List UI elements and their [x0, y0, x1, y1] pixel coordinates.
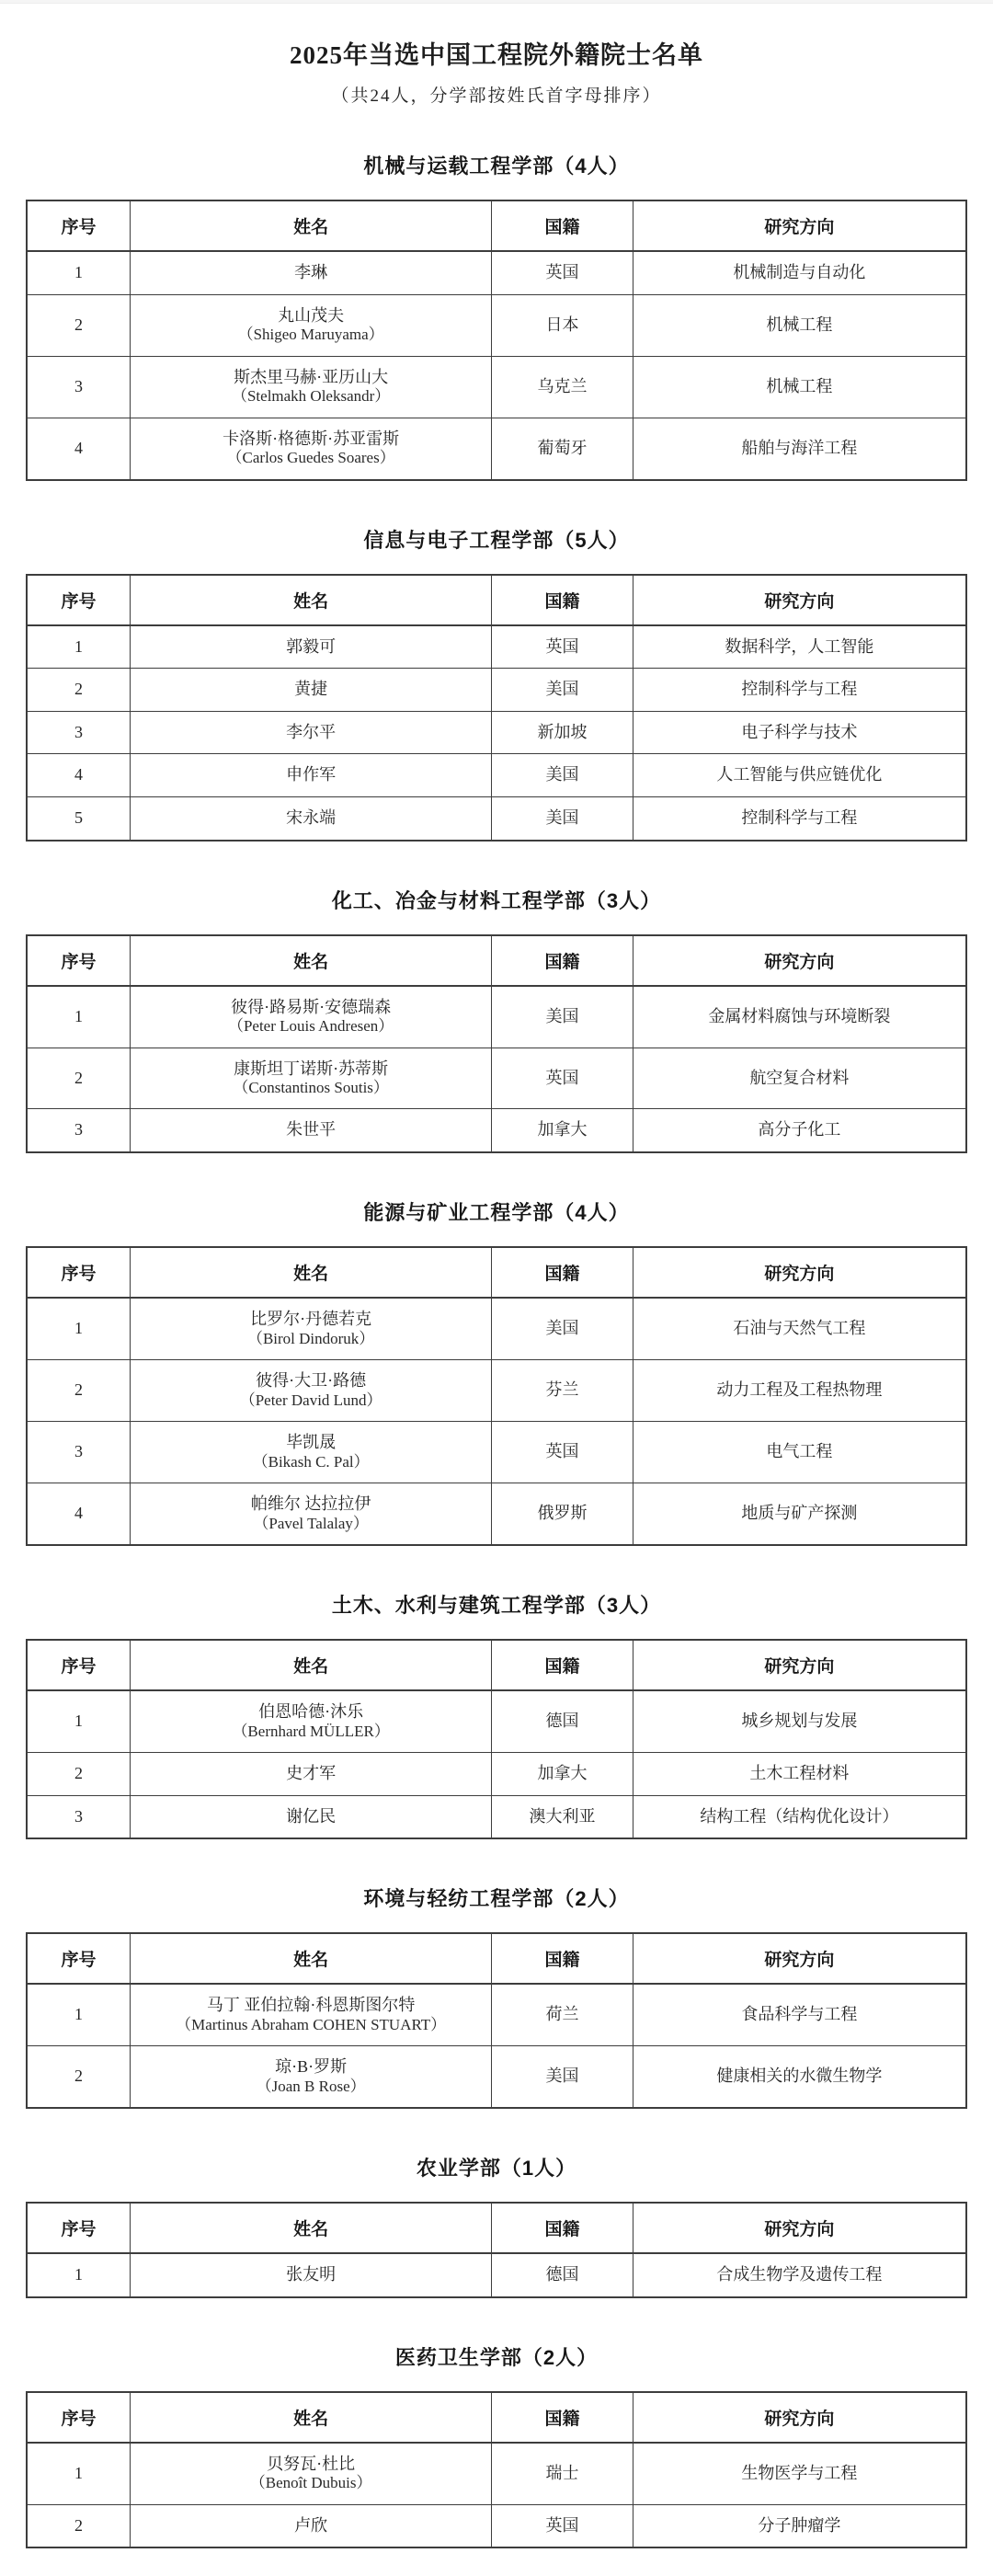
name-chinese: 卡洛斯·格德斯·苏亚雷斯 [223, 429, 400, 448]
cell-name [130, 986, 491, 1048]
name-chinese: 丸山茂夫 [278, 305, 345, 325]
column-header-nationality: 国籍 [492, 1933, 633, 1984]
cell-name [130, 754, 491, 797]
column-header-serial: 序号 [27, 1247, 130, 1298]
table-row [27, 754, 966, 797]
column-header-name: 姓名 [130, 200, 491, 251]
cell-name [130, 2253, 491, 2297]
cell-nationality: 美国 [492, 754, 633, 797]
name-english: （Carlos Guedes Soares） [226, 449, 395, 467]
name-chinese: 宋永端 [286, 807, 337, 827]
cell-name [130, 356, 491, 418]
top-strip [0, 0, 993, 4]
cell-serial: 1 [27, 2443, 130, 2504]
department-section [0, 1197, 993, 1546]
cell-research-field: 城乡规划与发展 [633, 1690, 966, 1752]
cell-nationality: 英国 [492, 251, 633, 294]
section-heading: 化工、冶金与材料工程学部（3人） [331, 888, 662, 912]
column-header-research-field: 研究方向 [633, 575, 966, 625]
cell-nationality: 美国 [492, 796, 633, 840]
cell-name [130, 1422, 491, 1483]
name-chinese: 卢欣 [294, 2515, 328, 2535]
column-header-research-field: 研究方向 [633, 1247, 966, 1298]
cell-serial: 1 [27, 2253, 130, 2297]
name-english: （Birol Dindoruk） [246, 1329, 375, 1347]
roster-table [26, 2391, 967, 2549]
table-row [27, 796, 966, 840]
cell-serial: 3 [27, 1109, 130, 1152]
column-header-name: 姓名 [130, 1640, 491, 1690]
name-chinese: 马丁 亚伯拉翰·科恩斯图尔特 [206, 1996, 416, 2015]
cell-research-field: 航空复合材料 [633, 1048, 966, 1109]
column-header-name: 姓名 [130, 575, 491, 625]
column-header-nationality: 国籍 [492, 1640, 633, 1690]
cell-serial: 1 [27, 1984, 130, 2045]
cell-research-field: 电子科学与技术 [633, 711, 966, 754]
cell-serial: 1 [27, 251, 130, 294]
table-header-row [27, 1247, 966, 1298]
table-row [27, 2443, 966, 2504]
name-chinese: 李琳 [294, 263, 328, 281]
cell-nationality: 德国 [492, 1690, 633, 1752]
cell-name [130, 796, 491, 840]
table-row [27, 1422, 966, 1483]
name-english: （Benoît Dubuis） [249, 2474, 372, 2492]
column-header-nationality: 国籍 [492, 2392, 633, 2443]
cell-nationality: 荷兰 [492, 1984, 633, 2045]
cell-name [130, 1298, 491, 1359]
name-chinese: 申作军 [286, 765, 337, 784]
sections-container [0, 151, 993, 2548]
cell-serial: 4 [27, 418, 130, 479]
name-chinese: 郭毅可 [286, 636, 337, 656]
section-heading: 机械与运载工程学部（4人） [363, 155, 630, 177]
cell-research-field: 生物医学与工程 [633, 2443, 966, 2504]
name-english: （Martinus Abraham COHEN STUART） [176, 2015, 447, 2033]
cell-serial: 4 [27, 754, 130, 797]
cell-research-field: 健康相关的水微生物学 [633, 2046, 966, 2108]
department-section [0, 151, 993, 481]
cell-nationality: 乌克兰 [492, 356, 633, 418]
name-english: （Constantinos Soutis） [233, 1079, 389, 1097]
cell-serial: 2 [27, 1753, 130, 1796]
cell-name [130, 669, 491, 712]
cell-serial: 2 [27, 1360, 130, 1422]
name-english: （Joan B Rose） [256, 2077, 366, 2095]
name-chinese: 毕凯晟 [286, 1433, 337, 1452]
cell-serial: 3 [27, 356, 130, 418]
cell-serial: 3 [27, 1795, 130, 1838]
cell-research-field: 石油与天然气工程 [633, 1298, 966, 1359]
column-header-serial: 序号 [27, 575, 130, 625]
column-header-serial: 序号 [27, 1640, 130, 1690]
cell-serial: 3 [27, 1422, 130, 1483]
table-header-row [27, 575, 966, 625]
cell-nationality: 俄罗斯 [492, 1483, 633, 1545]
name-chinese: 张友明 [286, 2265, 337, 2284]
cell-serial: 3 [27, 711, 130, 754]
cell-serial: 1 [27, 625, 130, 669]
table-row [27, 669, 966, 712]
name-chinese: 比罗尔·丹德若克 [250, 1310, 372, 1329]
table-row [27, 1690, 966, 1752]
cell-nationality: 瑞士 [492, 2443, 633, 2504]
name-chinese: 李尔平 [286, 722, 337, 741]
cell-research-field: 分子肿瘤学 [633, 2504, 966, 2547]
cell-serial: 2 [27, 2046, 130, 2108]
name-chinese: 贝努瓦·杜比 [267, 2454, 356, 2473]
cell-nationality: 葡萄牙 [492, 418, 633, 479]
cell-research-field: 船舶与海洋工程 [633, 418, 966, 479]
cell-serial: 1 [27, 1690, 130, 1752]
column-header-serial: 序号 [27, 2392, 130, 2443]
column-header-research-field: 研究方向 [633, 1640, 966, 1690]
roster-table [26, 1932, 967, 2109]
table-row [27, 1753, 966, 1796]
column-header-research-field: 研究方向 [633, 1933, 966, 1984]
column-header-nationality: 国籍 [492, 200, 633, 251]
section-heading: 医药卫生学部（2人） [394, 2345, 599, 2369]
department-section [0, 1590, 993, 1839]
cell-research-field: 高分子化工 [633, 1109, 966, 1152]
column-header-name: 姓名 [130, 935, 491, 986]
department-section [0, 525, 993, 841]
cell-name [130, 1360, 491, 1422]
cell-nationality: 日本 [492, 294, 633, 356]
table-row [27, 251, 966, 294]
name-chinese: 彼得·路易斯·安德瑞森 [231, 997, 392, 1016]
cell-name [130, 251, 491, 294]
column-header-nationality: 国籍 [492, 935, 633, 986]
name-chinese: 谢亿民 [286, 1806, 337, 1826]
cell-nationality: 英国 [492, 625, 633, 669]
cell-name [130, 1753, 491, 1796]
table-row [27, 1109, 966, 1152]
cell-name [130, 2046, 491, 2108]
roster-table [26, 200, 967, 481]
name-english: （Bikash C. Pal） [252, 1452, 370, 1471]
table-header-row [27, 935, 966, 986]
table-row [27, 711, 966, 754]
cell-name [130, 418, 491, 479]
cell-research-field: 合成生物学及遗传工程 [633, 2253, 966, 2297]
cell-nationality: 加拿大 [492, 1753, 633, 1796]
cell-research-field: 控制科学与工程 [633, 796, 966, 840]
column-header-name: 姓名 [130, 1933, 491, 1984]
name-chinese: 彼得·大卫·路德 [256, 1371, 367, 1391]
section-heading: 环境与轻纺工程学部（2人） [363, 1887, 630, 1911]
cell-nationality: 美国 [492, 986, 633, 1048]
cell-nationality: 美国 [492, 669, 633, 712]
table-row [27, 1298, 966, 1359]
table-row [27, 294, 966, 356]
table-header-row [27, 200, 966, 251]
cell-nationality: 德国 [492, 2253, 633, 2297]
column-header-name: 姓名 [130, 2392, 491, 2443]
cell-serial: 2 [27, 1048, 130, 1109]
table-row [27, 356, 966, 418]
cell-serial: 2 [27, 669, 130, 712]
cell-name [130, 711, 491, 754]
cell-name [130, 1690, 491, 1752]
cell-name [130, 1795, 491, 1838]
column-header-nationality: 国籍 [492, 2203, 633, 2253]
column-header-research-field: 研究方向 [633, 935, 966, 986]
cell-research-field: 机械制造与自动化 [633, 251, 966, 294]
cell-research-field: 动力工程及工程热物理 [633, 1360, 966, 1422]
name-english: （Peter David Lund） [239, 1391, 382, 1409]
page-subtitle: （共24人，分学部按姓氏首字母排序） [331, 86, 662, 106]
cell-nationality: 新加坡 [492, 711, 633, 754]
page-title: 2025年当选中国工程院外籍院士名单 [290, 41, 703, 69]
cell-nationality: 英国 [492, 2504, 633, 2547]
table-row [27, 2046, 966, 2108]
roster-table [26, 1639, 967, 1839]
name-chinese: 史才军 [286, 1764, 337, 1782]
column-header-name: 姓名 [130, 2203, 491, 2253]
name-english: （Peter Louis Andresen） [227, 1017, 394, 1036]
department-section [0, 1883, 993, 2109]
table-header-row [27, 1933, 966, 1984]
cell-research-field: 人工智能与供应链优化 [633, 754, 966, 797]
table-header-row [27, 1640, 966, 1690]
column-header-serial: 序号 [27, 2203, 130, 2253]
cell-nationality: 澳大利亚 [492, 1795, 633, 1838]
name-chinese: 伯恩哈德·沐乐 [258, 1702, 364, 1722]
cell-name [130, 294, 491, 356]
column-header-research-field: 研究方向 [633, 200, 966, 251]
name-english: （Stelmakh Oleksandr） [231, 387, 391, 406]
column-header-nationality: 国籍 [492, 575, 633, 625]
table-header-row [27, 2392, 966, 2443]
cell-name [130, 1984, 491, 2045]
column-header-serial: 序号 [27, 200, 130, 251]
roster-table [26, 1246, 967, 1546]
table-row [27, 986, 966, 1048]
cell-nationality: 美国 [492, 2046, 633, 2108]
cell-name [130, 2504, 491, 2547]
name-english: （Pavel Talalay） [253, 1514, 369, 1532]
cell-research-field: 机械工程 [633, 356, 966, 418]
name-english: （Bernhard MÜLLER） [232, 1722, 390, 1740]
name-chinese: 朱世平 [286, 1120, 337, 1139]
table-row [27, 1795, 966, 1838]
cell-serial: 2 [27, 294, 130, 356]
cell-name [130, 2443, 491, 2504]
cell-name [130, 625, 491, 669]
department-section [0, 886, 993, 1154]
department-section [0, 2153, 993, 2298]
name-chinese: 琼·B·罗斯 [275, 2057, 348, 2077]
name-english: （Shigeo Maruyama） [237, 326, 384, 344]
roster-table [26, 934, 967, 1154]
column-header-serial: 序号 [27, 1933, 130, 1984]
cell-research-field: 控制科学与工程 [633, 669, 966, 712]
cell-serial: 5 [27, 796, 130, 840]
cell-name [130, 1048, 491, 1109]
table-row [27, 1048, 966, 1109]
name-chinese: 帕维尔 达拉拉伊 [250, 1494, 371, 1514]
cell-nationality: 芬兰 [492, 1360, 633, 1422]
table-row [27, 1360, 966, 1422]
name-chinese: 黄捷 [294, 680, 328, 699]
cell-nationality: 加拿大 [492, 1109, 633, 1152]
cell-research-field: 食品科学与工程 [633, 1984, 966, 2045]
table-row [27, 418, 966, 479]
column-header-serial: 序号 [27, 935, 130, 986]
section-heading: 土木、水利与建筑工程学部（3人） [331, 1594, 662, 1618]
cell-serial: 1 [27, 1298, 130, 1359]
department-section [0, 2342, 993, 2549]
cell-serial: 4 [27, 1483, 130, 1545]
table-header-row [27, 2203, 966, 2253]
cell-nationality: 美国 [492, 1298, 633, 1359]
cell-nationality: 英国 [492, 1048, 633, 1109]
section-heading: 信息与电子工程学部（5人） [363, 528, 630, 552]
cell-research-field: 电气工程 [633, 1422, 966, 1483]
column-header-research-field: 研究方向 [633, 2392, 966, 2443]
section-heading: 农业学部（1人） [416, 2157, 577, 2181]
cell-research-field: 金属材料腐蚀与环境断裂 [633, 986, 966, 1048]
cell-research-field: 机械工程 [633, 294, 966, 356]
cell-name [130, 1483, 491, 1545]
column-header-research-field: 研究方向 [633, 2203, 966, 2253]
cell-serial: 1 [27, 986, 130, 1048]
cell-serial: 2 [27, 2504, 130, 2547]
roster-table [26, 2202, 967, 2298]
name-chinese: 康斯坦丁诺斯·苏蒂斯 [234, 1059, 389, 1078]
cell-name [130, 1109, 491, 1152]
table-row [27, 2504, 966, 2547]
section-heading: 能源与矿业工程学部（4人） [363, 1201, 630, 1225]
table-row [27, 1984, 966, 2045]
cell-nationality: 英国 [492, 1422, 633, 1483]
cell-research-field: 数据科学，人工智能 [633, 625, 966, 669]
table-row [27, 625, 966, 669]
column-header-nationality: 国籍 [492, 1247, 633, 1298]
cell-research-field: 土木工程材料 [633, 1753, 966, 1796]
cell-research-field: 结构工程（结构优化设计） [633, 1795, 966, 1838]
cell-research-field: 地质与矿产探测 [633, 1483, 966, 1545]
roster-table [26, 574, 967, 841]
table-row [27, 2253, 966, 2297]
name-chinese: 斯杰里马赫·亚历山大 [234, 367, 389, 386]
table-row [27, 1483, 966, 1545]
column-header-name: 姓名 [130, 1247, 491, 1298]
